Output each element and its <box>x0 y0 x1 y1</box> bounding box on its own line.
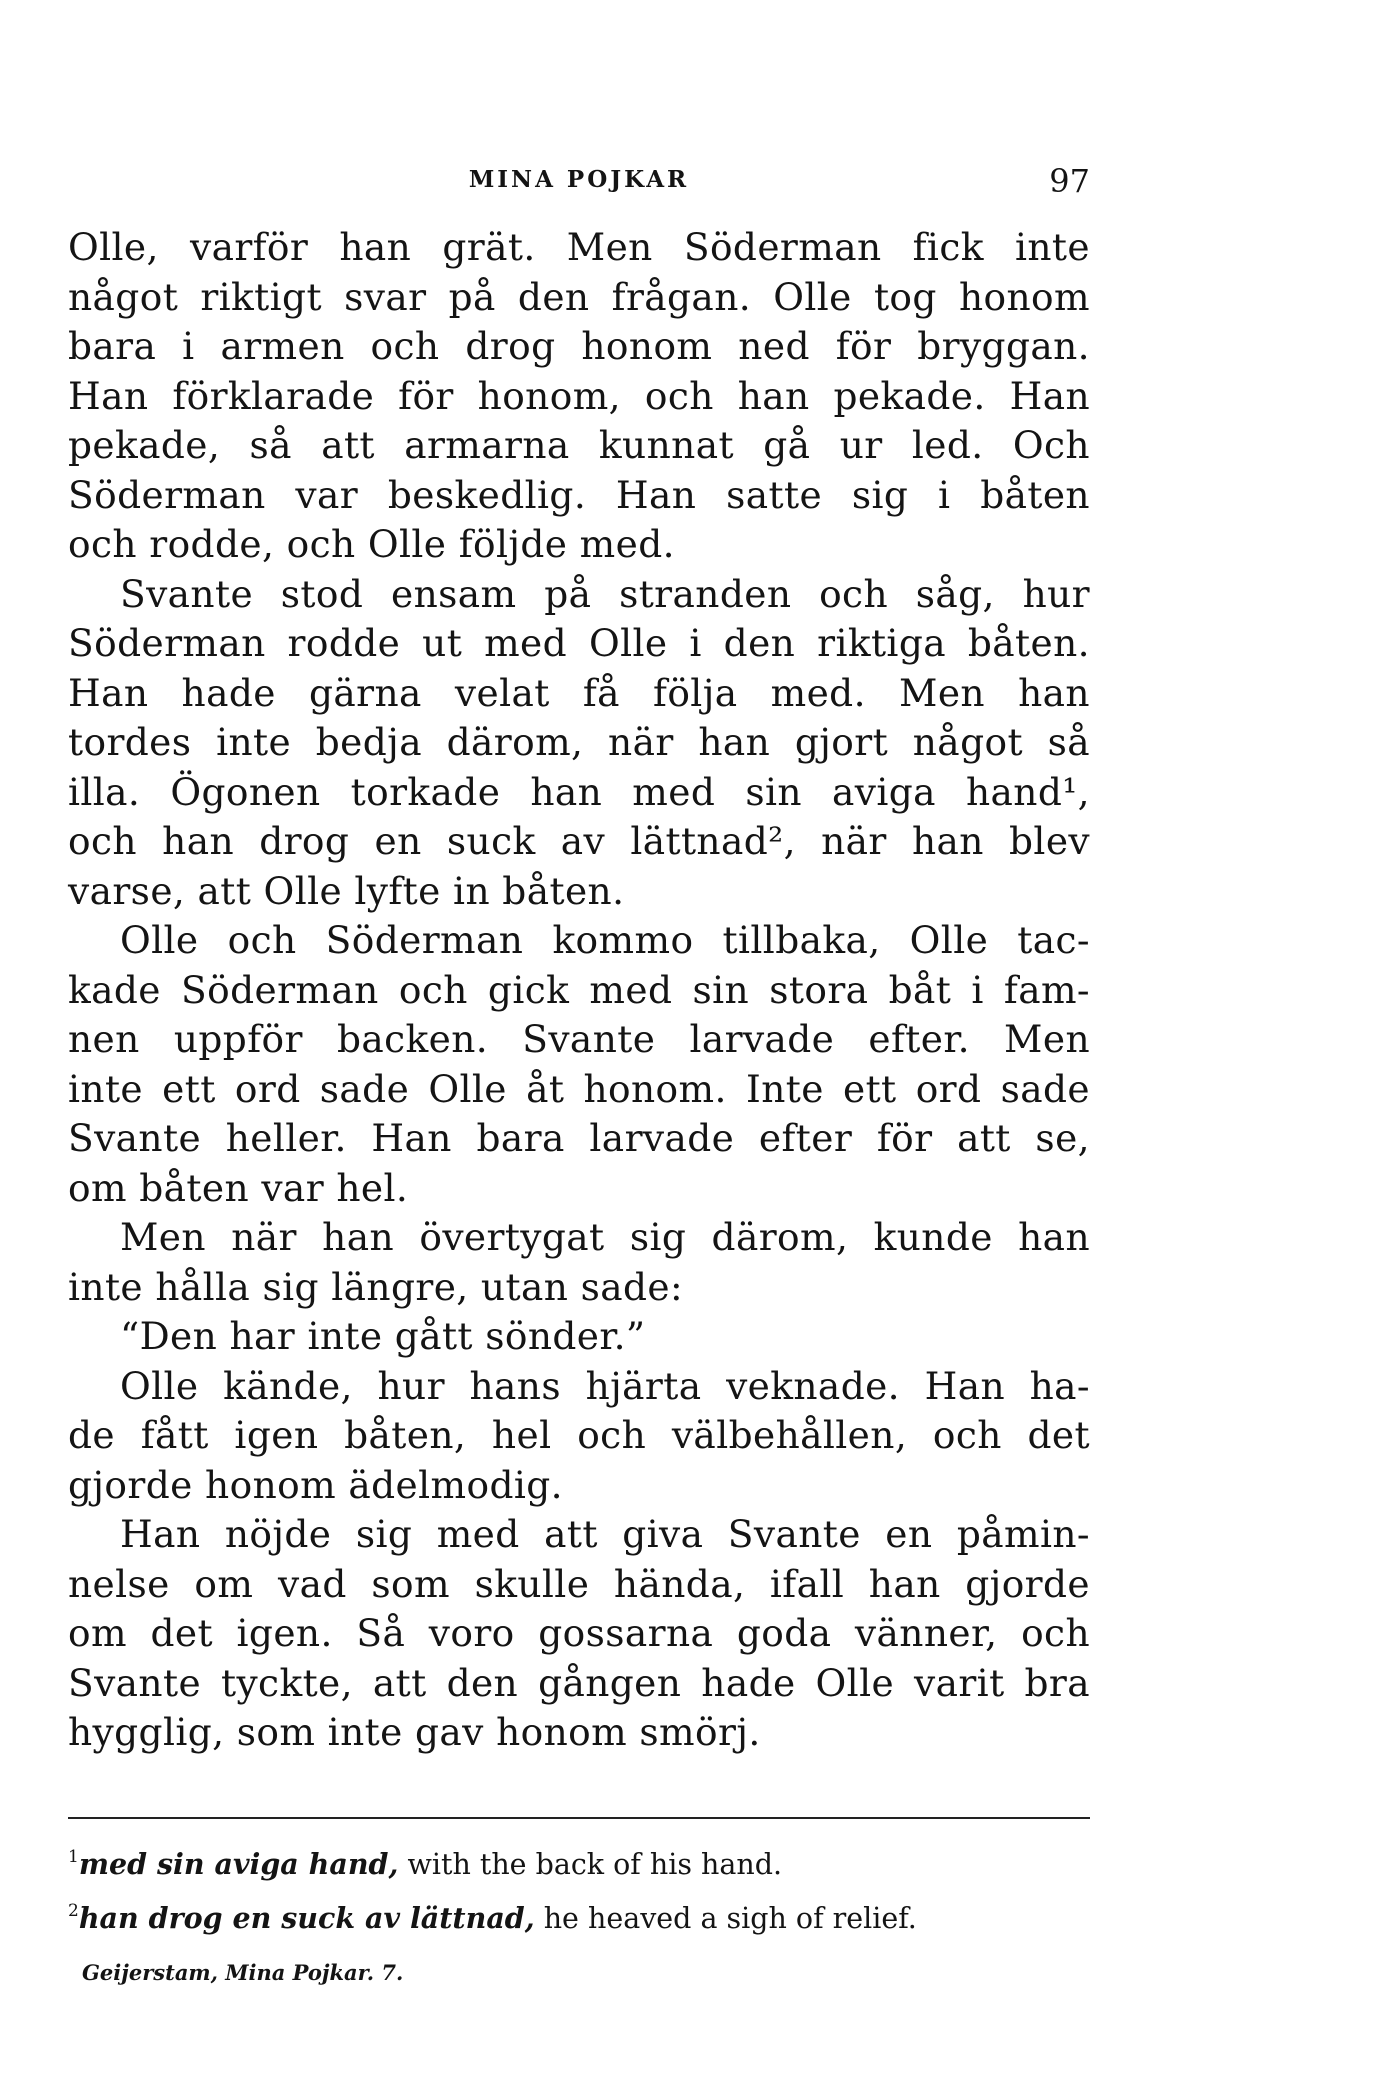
text-line: Söderman var beskedlig. Han satte sig i båten <box>68 472 1090 517</box>
text-line: Söderman rodde ut med Olle i den riktiga båten. <box>68 621 1090 665</box>
footnote-gloss: with the back of his hand. <box>407 1848 783 1881</box>
text-line: Olle, varför han grät. Men Söderman fick inte <box>68 225 1090 269</box>
text-line: Svante stod ensam på stranden och såg, hur <box>120 571 1090 616</box>
text-line: Han förklarade för honom, och han pekade. Han <box>68 373 1090 418</box>
text-line: om båten var hel. <box>68 1165 409 1210</box>
text-line: nelse om vad som skulle hända, ifall han gjorde <box>68 1561 1090 1606</box>
text-line: Svante heller. Han bara larvade efter för att se, <box>68 1116 1090 1160</box>
running-title: MINA POJKAR <box>468 166 690 193</box>
text-line: något riktigt svar på den frågan. Olle tog honom <box>68 274 1090 319</box>
text-line: nen uppför backen. Svante larvade efter. Men <box>68 1017 1090 1061</box>
text-line: kade Söderman och gick med sin stora båt i fam- <box>68 967 1090 1012</box>
paragraph <box>68 570 1090 917</box>
text-line: hygglig, som inte gav honom smörj. <box>68 1710 761 1754</box>
text-line: gjorde honom ädelmodig. <box>68 1462 563 1507</box>
text-line: varse, att Olle lyfte in båten. <box>68 868 625 913</box>
footnote-term: han drog en suck av lättnad, <box>78 1901 535 1935</box>
text-line: och han drog en suck av lättnad², när han blev <box>68 819 1090 863</box>
text-line: Olle kände, hur hans hjärta veknade. Han ha- <box>120 1363 1090 1408</box>
text-line: Men när han övertygat sig därom, kunde han <box>120 1215 1090 1259</box>
book-page <box>68 0 1090 2100</box>
paragraph <box>68 1510 1090 1758</box>
text-line: inte ett ord sade Olle åt honom. Inte ett ord sade <box>68 1066 1090 1111</box>
running-head <box>68 162 1090 206</box>
paragraph <box>68 1362 1090 1511</box>
text-line: inte hålla sig längre, utan sade: <box>68 1264 684 1309</box>
footnote <box>68 1834 1090 1888</box>
paragraph <box>68 223 1090 570</box>
footnote <box>68 1888 1090 1942</box>
text-line: bara i armen och drog honom ned för bryggan. <box>68 324 1090 368</box>
footnote-term: med sin aviga hand, <box>78 1847 399 1881</box>
footnote-divider <box>68 1817 1090 1819</box>
text-line: Svante tyckte, att den gången hade Olle varit bra <box>68 1660 1090 1705</box>
text-line: Han hade gärna velat få följa med. Men han <box>68 670 1090 715</box>
page-number: 97 <box>1049 162 1090 200</box>
paragraph <box>68 1312 1090 1362</box>
text-line: om det igen. Så voro gossarna goda vänner, och <box>68 1611 1090 1655</box>
footnote-gloss: he heaved a sigh of relief. <box>543 1902 917 1935</box>
footnotes <box>68 1834 1090 1942</box>
paragraph <box>68 916 1090 1213</box>
text-line: och rodde, och Olle följde med. <box>68 522 675 566</box>
text-line: pekade, så att armarna kunnat gå ur led. Och <box>68 423 1090 467</box>
footnote-mark: 1 <box>68 1847 79 1867</box>
text-line: illa. Ögonen torkade han med sin aviga hand¹, <box>68 769 1090 814</box>
paragraph <box>68 1213 1090 1312</box>
text-line: “Den har inte gått sönder.” <box>120 1314 646 1358</box>
body-text <box>68 223 1090 1758</box>
text-line: Olle och Söderman kommo tillbaka, Olle tac- <box>120 918 1090 962</box>
text-line: de fått igen båten, hel och välbehållen, och det <box>68 1413 1090 1457</box>
footnote-mark: 2 <box>68 1901 79 1921</box>
signature-line: Geijerstam, Mina Pojkar. 7. <box>82 1960 404 1985</box>
text-line: Han nöjde sig med att giva Svante en påmin- <box>120 1512 1090 1556</box>
text-line: tordes inte bedja därom, när han gjort något så <box>68 720 1090 764</box>
